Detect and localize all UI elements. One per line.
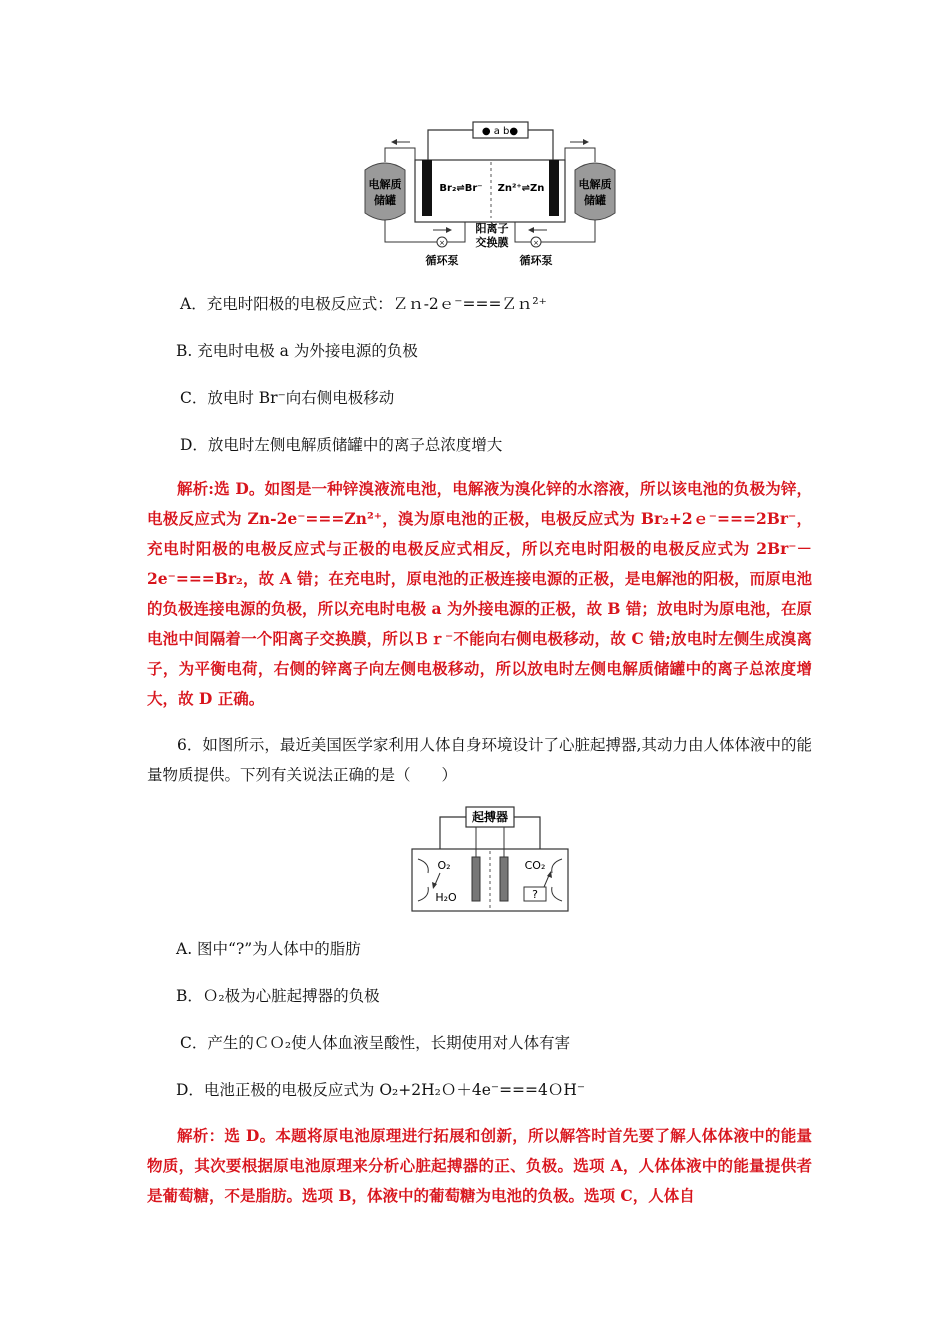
left-tank-label-2: 储罐: [374, 194, 396, 207]
co2-label: CO₂: [524, 859, 546, 872]
left-electrode: [422, 160, 432, 216]
q6-option-a: A. 图中“?”为人体中的脂肪: [176, 940, 361, 958]
q5-option-b: B. 充电时电极 a 为外接电源的负极: [176, 342, 418, 360]
q6-option-b: B．Ｏ₂极为心脏起搏器的负极: [176, 987, 380, 1005]
left-tank: [365, 163, 405, 220]
ab-terminals: ● a b●: [481, 126, 519, 137]
q5-option-c: C．放电时 Br⁻向右侧电极移动: [180, 389, 395, 407]
flow-battery-diagram: [355, 118, 630, 270]
h2o-label: H₂O: [435, 891, 457, 904]
svg-text:×: ×: [533, 239, 539, 247]
left-tank-label-1: 电解质: [368, 178, 402, 191]
q6-option-d: D．电池正极的电极反应式为 O₂+2H₂Ｏ＋4e⁻===4ＯH⁻: [176, 1081, 586, 1099]
q6-analysis: 解析：选 D。本题将原电池原理进行拓展和创新，所以解答时首先要了解人体体液中的能量物质，其次要根据原电池原理来分析心脏起搏器的正、负极。选项 A，人体体液中的能量提供者是葡萄糖，不是脂肪。选项 B，体液中的葡萄糖为电池的负极。选项 C，人体自: [147, 1126, 812, 1205]
left-electrode-label: Br₂⇌Br⁻: [439, 183, 483, 194]
left-pump-label: 循环泵: [425, 254, 459, 267]
right-tank: [575, 163, 615, 220]
q6-option-c: C．产生的ＣＯ₂使人体血液呈酸性，长期使用对人体有害: [180, 1034, 571, 1052]
right-electrode-label: Zn²⁺⇌Zn: [497, 183, 545, 194]
svg-text:×: ×: [439, 239, 445, 247]
pacemaker-diagram: [410, 803, 570, 913]
pacemaker-label: 起搏器: [471, 810, 509, 824]
unknown-substance-label: ?: [532, 888, 538, 901]
right-pump-label: 循环泵: [519, 254, 553, 267]
o2-label: O₂: [437, 859, 451, 872]
right-tank-label-2: 储罐: [584, 194, 606, 207]
membrane-label-1: 阳离子: [475, 222, 509, 235]
left-electrode: [472, 857, 480, 901]
q5-option-a: A．充电时阳极的电极反应式：Ｚｎ-2ｅ⁻===Ｚｎ²⁺: [180, 295, 547, 313]
membrane-label-2: 交换膜: [475, 236, 509, 249]
right-electrode: [549, 160, 559, 216]
q5-analysis: 解析:选 D。如图是一种锌溴液流电池，电解液为溴化锌的水溶液，所以该电池的负极为锌，电极反应式为 Zn-2e⁻===Zn²⁺，溴为原电池的正极，电极反应式为 Br₂+2ｅ⁻===2Br⁻，充电时阳极的电极反应式与正极的电极反应式相反，所以充电时阳极的电极反应式为 2Br⁻－2e⁻===Br₂，故 A 错；在充电时，原电池的正极连接电源的正极，是电解池的阳极，而原电池的负极连接电源的负极，所以充电时电极 a 为外接电源的正极，故 B 错；放电时为原电池，在原电池中间隔着一个阳离子交换膜，所以Ｂｒ⁻不能向右侧电极移动，故 C 错;放电时左侧生成溴离子，为平衡电荷，右侧的锌离子向左侧电极移动，所以放电时左侧电解质储罐中的离子总浓度增大，故 D 正确。: [147, 479, 812, 708]
right-tank-label-1: 电解质: [578, 178, 612, 191]
q6-stem: 6．如图所示，最近美国医学家利用人体自身环境设计了心脏起搏器,其动力由人体体液中的能量物质提供。下列有关说法正确的是（ ）: [147, 736, 812, 784]
right-electrode: [500, 857, 508, 901]
q5-option-d: D．放电时左侧电解质储罐中的离子总浓度增大: [180, 436, 503, 454]
